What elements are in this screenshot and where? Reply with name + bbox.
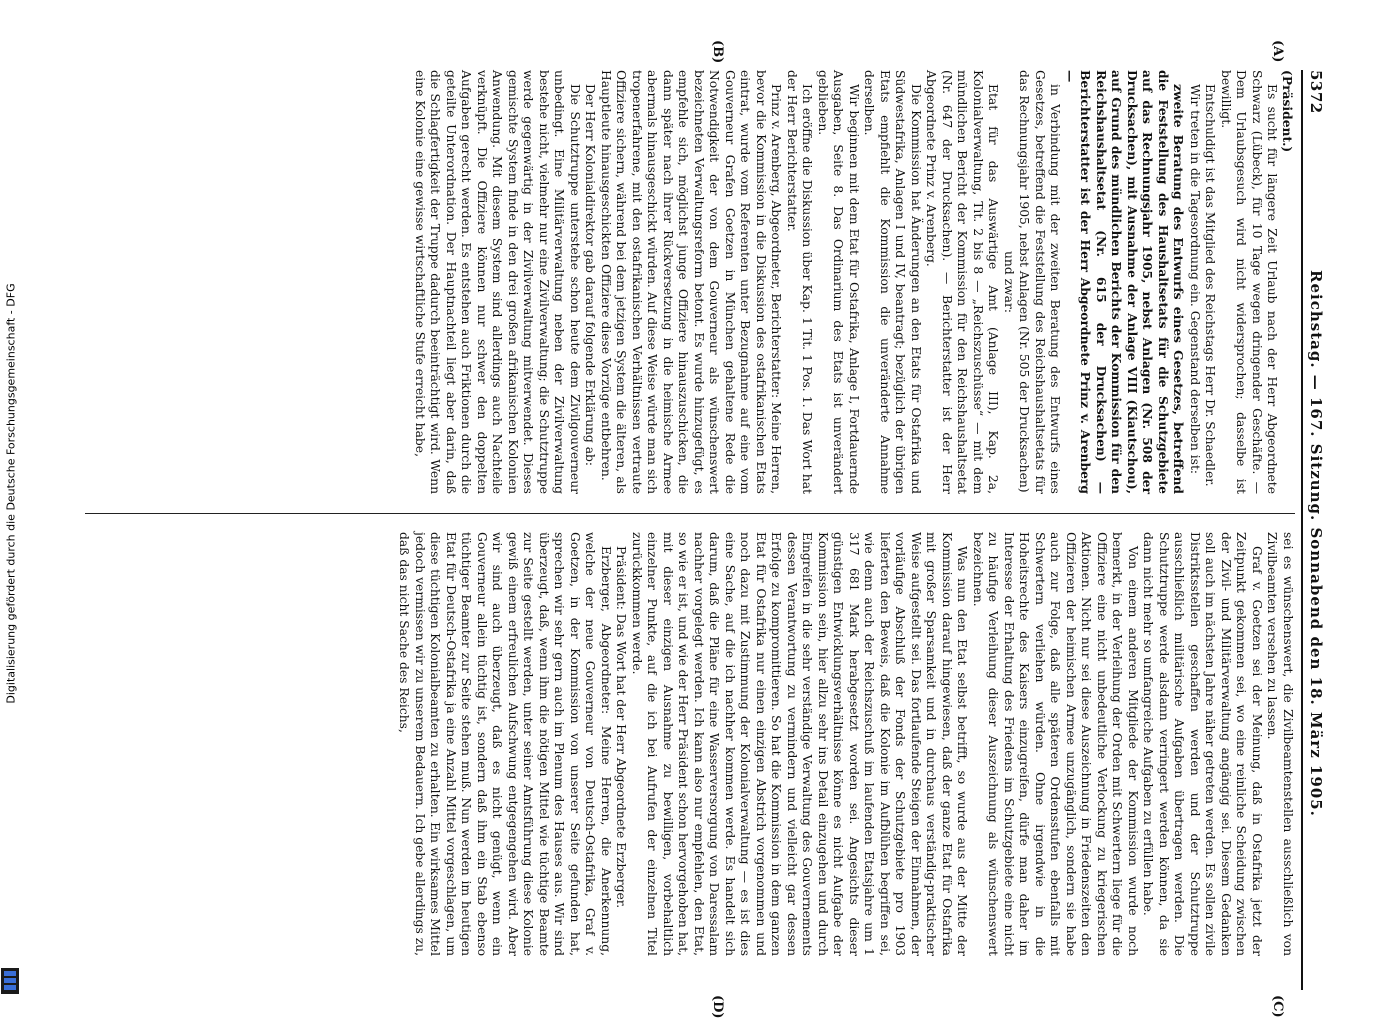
margin-mark-c: (C) — [1270, 995, 1285, 1018]
speech: Prinz v. Arenberg, Abgeordneter, Berichterstatter: Meine Herren, bevor die Kommission in die Diskussion des ostafrikanischen Etats eintrat, wurde vom Referenten unter Bezugnahme auf eine vom Gouverneur Grafen Goetzen in München gehaltene Rede die Notwendigkeit der von dem Gouverneur als wünschenswert bezeichneten Verwaltungsreform betont. Es wurde hinzugefügt, es empfehle sich, möglichst junge Offiziere hinauszuschicken, die dann später nach ihrer Rückversetzung in die heimische Armee abermals hinausgeschickt würden. Auf diese Weise würde man sich tropenerfahrene, mit den ostafrikanischen Verhältnissen vertraute Offiziere sichern, während bei dem jetzigen System die älteren, als Hauptleute hinausgeschickten Offiziere diese Vorzüge entbehren. — [599, 70, 784, 494]
digitization-credit — [0, 0, 22, 1000]
digitization-credit-text: Digitalisierung gefördert durch die Deutsche Forschungsgemeinschaft - DFG — [4, 283, 18, 704]
margin-mark-a: (A) — [1270, 40, 1285, 63]
paragraph: Die Schutztruppe unterstehe schon heute dem Zivilgouverneur unbedingt. Eine Militärverwaltung neben der Zivilverwaltung bestehe nicht, vielmehr nur eine Zivilverwaltung; die Schutztruppe werde gegenwärtig in der Zivilverwaltung mitverwendet. Dieses gemischte System finde in den drei großen afrikanischen Kolonien Anwendung. Mit diesem System sind allerdings auch Nachteile verknüpft. Die Offiziere können nur schwer den doppelten Aufgaben gerecht werden. Es entstehen auch Friktionen durch die geteilte Unterordnation. Der Hauptnachteil liegt aber darin, daß die Schlagfertigkeit der Truppe dadurch beeinträchtigt wird. Wenn eine Kolonie eine gewisse wirtschaftliche Stufe erreicht habe, — [413, 70, 582, 494]
paragraph: Graf v. Goetzen sei der Meinung, daß in Ostafrika jetzt der Zeitpunkt gekommen sei, wo eine reinliche Scheidung zwischen der Zivil- und Militärverwaltung angängig sei. Diesem Gedanken soll auch im nächsten Jahre näher getreten werden. Es sollen zivile Distriktsstellen geschaffen werden und der Schutztruppe ausschließlich militärische Aufgaben übertragen werden. Die Schutztruppe werde alsdann verringert werden können, da sie dann nicht mehr so umfangreiche Aufgaben zu erfüllen habe. — [1141, 532, 1264, 956]
paragraph: Präsident: Das Wort hat der Herr Abgeordnete Erzberger. — [614, 546, 629, 909]
paragraph: und zwar: — [1002, 251, 1016, 313]
paragraph: Es sucht für längere Zeit Urlaub nach der Herr Abgeordnete Schwarz (Lübeck), für 10 Tage wegen dringender Geschäfte. — Dem Urlaubsgesuch wird nicht widersprochen; dasselbe ist bewilligt. — [1219, 70, 1280, 494]
paragraph: Wir treten in die Tagesordnung ein. Gegenstand derselben ist: — [1188, 84, 1202, 475]
header-rule — [1301, 70, 1303, 990]
page-header — [1303, 70, 1325, 990]
paragraph: Der Herr Kolonialdirektor gab darauf folgende Erklärung ab: — [583, 84, 598, 467]
rotated-page-content — [70, 40, 1325, 1019]
paragraph: Wir beginnen mit dem Etat für Ostafrika, Anlage I, Fortdauernde Ausgaben, Seite 8. Das Ordinarium des Etats ist unverändert geblieben. — [816, 70, 861, 494]
dfg-logo-icon — [1, 968, 19, 994]
paragraph: Etat für das Auswärtige Amt (Anlage III), Kap. 2a, Kolonialverwaltung, Tit. 2 bis 8 — „Reichszuschüsse“ — mit dem mündlichen Bericht der Kommission für den Reichshaushaltsetat (Nr. 647 der Drucksachen). — Berichterstatter ist der Herr Abgeordnete Prinz v. Arenberg. — [924, 70, 1001, 494]
agenda-item: zweite Beratung des Entwurfs eines Gesetzes, betreffend die Feststellung des Haushaltsetats für die Schutzgebiete auf das Rechnungsjahr 1905, nebst Anlagen (Nr. 508 der Drucksachen), mit Ausnahme der Anlage VIII (Kiautschou), auf Grund des mündlichen Berichts der Kommission für den Reichshaushaltsetat (Nr. 615 der Drucksachen) — Berichterstatter ist der Herr Abgeordnete Prinz v. Arenberg — — [1063, 70, 1187, 494]
page-number: 5372 — [1307, 70, 1325, 114]
paragraph: Entschuldigt ist das Mitglied des Reichstags Herr Dr. Schaedler. — [1203, 84, 1218, 487]
column-divider — [85, 513, 1295, 514]
running-title: Reichstag. — 167. Sitzung. Sonnabend den 18. März 1905. — [1307, 270, 1325, 817]
left-column — [73, 70, 1295, 494]
speech: Erzberger, Abgeordneter: Meine Herren, die Anerkennung, welche der neue Gouverneur von Deutsch-Ostafrika, Graf v. Goetzen, in der Kommission von unserer Seite gefunden hat, sprechen wir sehr gern auch im Plenum des Hauses aus. Wir sind überzeugt, daß, wenn ihm die nötigen Mittel wie tüchtige Beamte zur Seite gestellt werden, unter seiner Amtsführung diese Kolonie gewiß einem erfreulichen Aufschwung entgegengehen wird. Aber wir sind auch überzeugt, daß es nicht genügt, wenn ein Gouverneur allein tüchtig ist, sondern daß ihm ein Stab ebenso tüchtiger Beamter zur Seite stehen muß. Nun werden im heutigen Etat für Deutsch-Ostafrika ja eine Anzahl Mittel vorgeschlagen, um diese tüchtigen Kolonialbeamten zu erhalten. Ein wirksames Mittel jedoch vermissen wir zu unserem Bedauern. Ich gebe allerdings zu, daß das nicht Sache des Reichs, — [397, 532, 613, 956]
right-column — [73, 532, 1295, 956]
paragraph: sei es wünschenswert, die Zivilbeamtenstellen ausschließlich von Zivilbeamten versehen zu lassen. — [1265, 532, 1295, 956]
paragraph: Die Kommission hat Änderungen an den Etats für Ostafrika und Südwestafrika, Anlagen I und IV, beantragt; bezüglich der übrigen Etats empfiehlt die Kommission die unveränderte Annahme derselben. — [862, 70, 923, 494]
margin-mark-d: (D) — [710, 995, 725, 1019]
paragraph: Ich eröffne die Diskussion über Kap. 1 Tit. 1 Pos. 1. Das Wort hat der Herr Berichterstatter. — [785, 70, 815, 494]
paragraph: Was nun den Etat selbst betrifft, so wurde aus der Mitte der Kommission darauf hingewiesen, daß der ganze Etat für Ostafrika mit großer Sparsamkeit und in durchaus verständig-praktischer Weise aufgestellt sei. Das fortlaufende Steigen der Einnahmen, der vorläufige Abschluß der Fonds der Schutzgebiete pro 1903 lieferten den Beweis, daß die Kolonie im Aufblühen begriffen sei, wie denn auch der Reichszuschuß im laufenden Etatsjahre um 1 317 681 Mark herabgesetzt worden sei. Angesichts dieser günstigen Entwicklungsverhältnisse könne es nicht Aufgabe der Kommission sein, hier allzu sehr ins Detail einzugehen und durch Eingreifen in die sehr verständige Verwaltung des Gouvernements dessen Verantwortung zu vermindern und vielleicht gar dessen Erfolge zu kompromittieren. So hat die Kommission in dem ganzen Etat für Ostafrika nur einen einzigen Abstrich vorgenommen und noch dazu mit Zustimmung der Kolonialverwaltung — es ist dies eine Sache, auf die ich nachher kommen werde. Es handelt sich darum, daß die Pläne für eine Wasserversorgung von Daressalam nachher vorgelegt werden. Ich kann also nur empfehlen, den Etat, so wie er ist, und wie der Herr Präsident schon hervorgehoben hat, mit dieser einzigen Ausnahme zu bewilligen, vorbehaltlich einzelner Punkte, auf die ich bei Aufrufen der einzelnen Titel zurückkommen werde. — [630, 532, 970, 956]
paragraph: (Präsident.) — [1280, 70, 1295, 153]
margin-mark-b: (B) — [710, 40, 725, 64]
paragraph: in Verbindung mit der zweiten Beratung des Entwurfs eines Gesetzes, betreffend die Feststellung des Reichshaushaltsetats für das Rechnungsjahr 1905, nebst Anlagen (Nr. 505 der Drucksachen) — [1017, 70, 1063, 494]
paragraph: Von einem anderen Mitgliede der Kommission wurde noch bemerkt, in der Verleihung der Orden mit Schwertern liege für die Offiziere eine nicht unbedeutliche Verlockung zu kriegerischen Aktionen. Nicht nur sei diese Auszeichnung in Friedenszeiten den Offizieren der heimischen Armee unzugänglich, sondern sie habe auch zur Folge, daß alle späteren Ordensstufen ebenfalls mit Schwertern verliehen würden. Ohne irgendwie in die Hoheitsrechte des Kaisers einzugreifen, dürfe man daher im Interesse der Erhaltung des Friedens im Schutzgebiete eine nicht zu häufige Verleihung dieser Auszeichnung als wünschenswert bezeichnen. — [971, 532, 1140, 956]
